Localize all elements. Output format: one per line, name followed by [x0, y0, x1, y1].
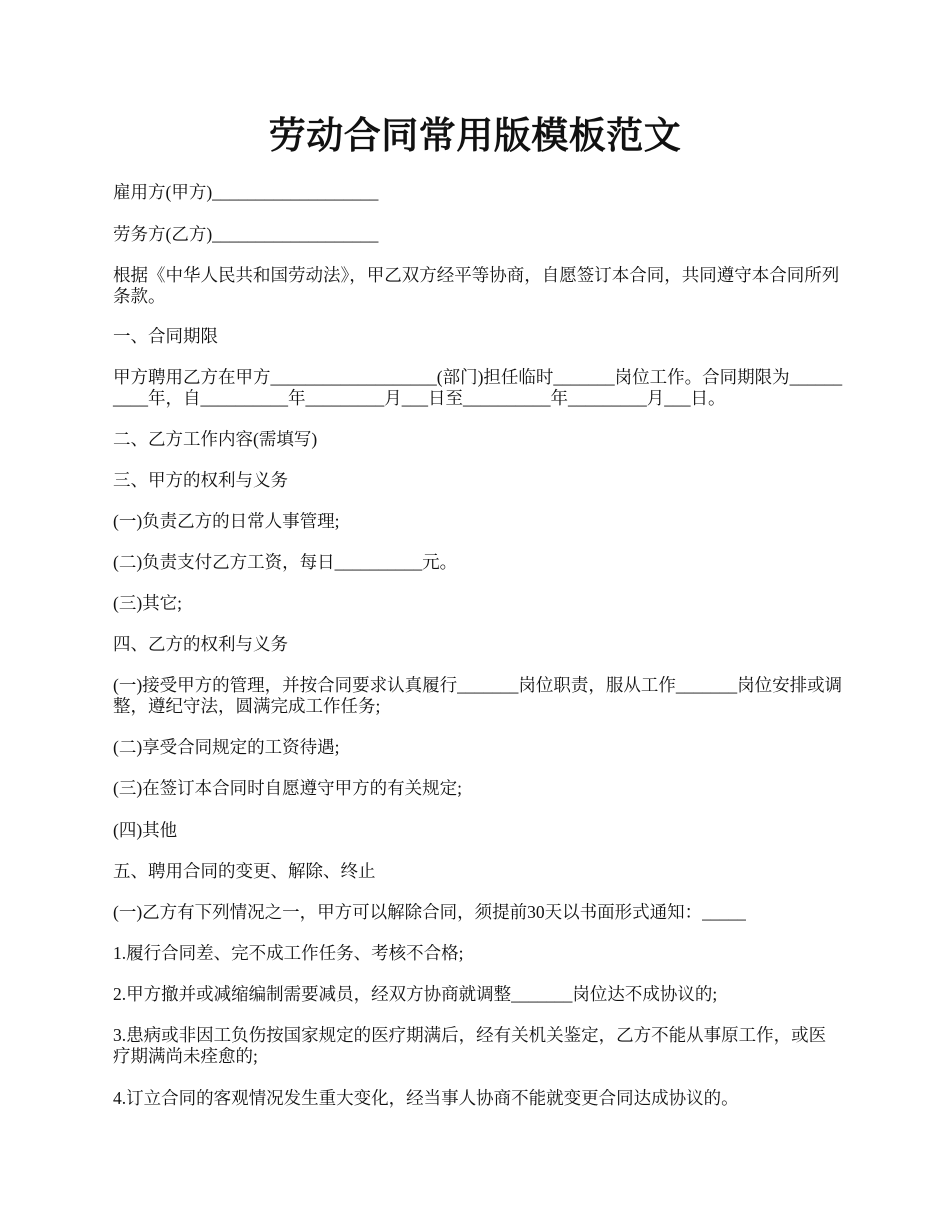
party-a-item-3: (三)其它;: [113, 593, 183, 613]
document-title: 劳动合同常用版模板范文: [268, 116, 682, 157]
party-b-item-3: (三)在签订本合同时自愿遵守甲方的有关规定;: [113, 778, 463, 798]
party-b-item-2: (二)享受合同规定的工资待遇;: [113, 737, 340, 757]
termination-item-1: 1.履行合同差、完不成工作任务、考核不合格;: [113, 943, 464, 963]
preamble-paragraph: 根据《中华人民共和国劳动法》，甲乙双方经平等协商，自愿签订本合同，共同遵守本合同所列条款。: [113, 265, 840, 306]
section-heading-party-b: 四、乙方的权利与义务: [113, 634, 288, 654]
termination-intro: (一)乙方有下列情况之一，甲方可以解除合同，须提前30天以书面形式通知：_____: [113, 902, 746, 922]
termination-item-4: 4.订立合同的客观情况发生重大变化，经当事人协商不能就变更合同达成协议的。: [113, 1088, 739, 1108]
section-heading-term: 一、合同期限: [113, 326, 218, 346]
termination-item-2: 2.甲方撤并或减缩编制需要减员，经双方协商就调整_______岗位达不成协议的;: [113, 984, 718, 1004]
section-heading-duties: 二、乙方工作内容(需填写): [113, 429, 318, 449]
party-a-item-2: (二)负责支付乙方工资，每日__________元。: [113, 552, 458, 572]
employee-line: 劳务方(乙方)___________________: [113, 224, 379, 244]
section-heading-party-a: 三、甲方的权利与义务: [113, 470, 288, 490]
employer-line: 雇用方(甲方)___________________: [113, 182, 379, 202]
term-paragraph: 甲方聘用乙方在甲方___________________(部门)担任临时_______岗位工作。合同期限为__________年，自__________年_________月___日至__________年_________月___日。: [113, 367, 843, 408]
section-heading-termination: 五、聘用合同的变更、解除、终止: [113, 861, 376, 881]
party-a-item-1: (一)负责乙方的日常人事管理;: [113, 511, 340, 531]
termination-item-3: 3.患病或非因工负伤按国家规定的医疗期满后，经有关机关鉴定，乙方不能从事原工作，或医疗期满尚未痊愈的;: [113, 1025, 827, 1066]
party-b-item-4: (四)其他: [113, 820, 178, 840]
party-b-item-1: (一)接受甲方的管理，并按合同要求认真履行_______岗位职责，服从工作_______岗位安排或调整，遵纪守法，圆满完成工作任务;: [113, 675, 843, 716]
